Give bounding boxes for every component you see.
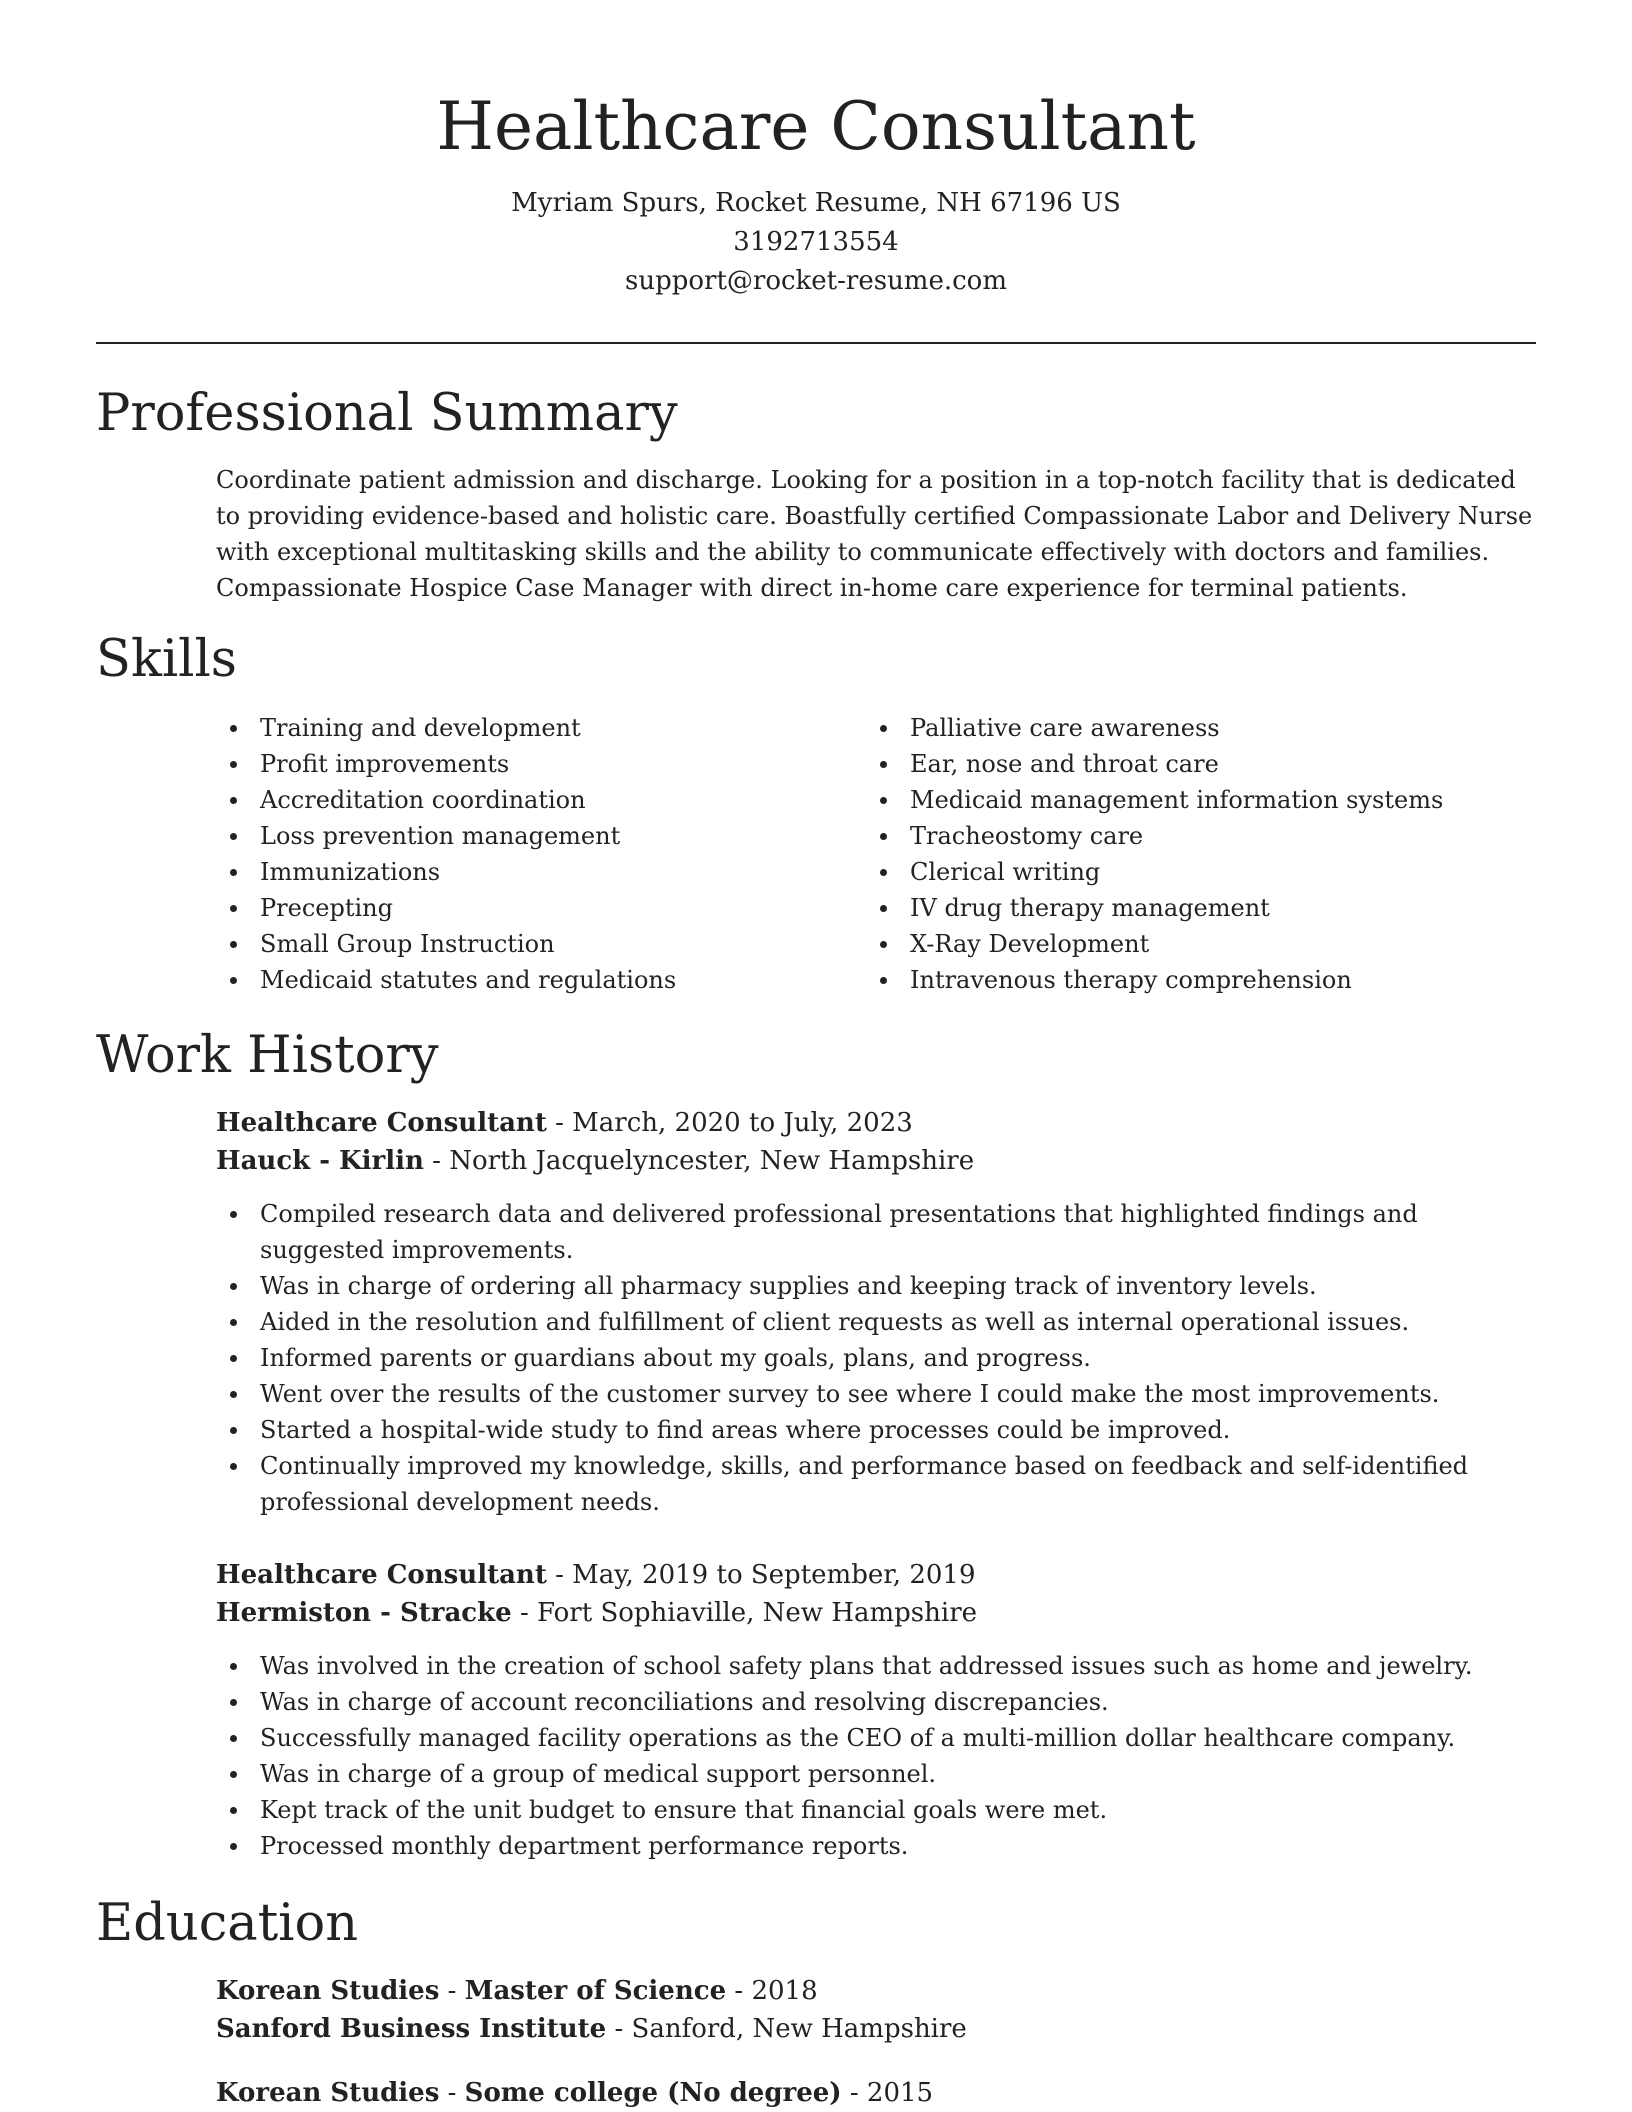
job-location: Fort Sophiaville, New Hampshire [537, 1598, 978, 1628]
skill-item: Precepting [216, 890, 856, 926]
job-bullet: Was involved in the creation of school safety plans that addressed issues such as home and jewelry. [216, 1648, 1536, 1684]
job-bullet: Continually improved my knowledge, skills, and performance based on feedback and self-identified professional development needs. [216, 1448, 1536, 1520]
skill-item: Small Group Instruction [216, 926, 856, 962]
education-location: Sanford, New Hampshire [631, 2014, 967, 2044]
job-bullet: Informed parents or guardians about my goals, plans, and progress. [216, 1340, 1536, 1376]
contact-block [96, 184, 1536, 301]
job-entry [216, 1104, 1536, 1520]
education-degree: Master of Science [464, 1976, 727, 2006]
job-company-line: Hermiston - Stracke - Fort Sophiaville, New Hampshire [216, 1598, 978, 1628]
education-field: Korean Studies [216, 1976, 440, 2006]
skills-list-left [216, 710, 856, 998]
education-degree-line: Korean Studies - Master of Science - 2018 [216, 1976, 818, 2006]
job-bullet: Compiled research data and delivered professional presentations that highlighted findings and suggested improvements. [216, 1196, 1536, 1268]
skills-heading: Skills [96, 630, 237, 689]
job-title-line: Healthcare Consultant - March, 2020 to July, 2023 [216, 1108, 913, 1138]
job-company-line: Hauck - Kirlin - North Jacquelyncester, New Hampshire [216, 1146, 975, 1176]
education-year: 2015 [866, 2078, 934, 2108]
skill-item: Palliative care awareness [866, 710, 1506, 746]
summary-heading: Professional Summary [96, 384, 678, 443]
header-divider [96, 342, 1536, 344]
job-location: North Jacquelyncester, New Hampshire [449, 1146, 975, 1176]
skill-item: Accreditation coordination [216, 782, 856, 818]
contact-phone: 3192713554 [733, 227, 899, 257]
education-entry [216, 2074, 1536, 2112]
skills-list-right [866, 710, 1506, 998]
education-field: Korean Studies [216, 2078, 440, 2108]
skill-item: Tracheostomy care [866, 818, 1506, 854]
job-bullet: Successfully managed facility operations as the CEO of a multi-million dollar healthcare company. [216, 1720, 1536, 1756]
summary-text: Coordinate patient admission and discharge. Looking for a position in a top-notch facility that is dedicated to providing evidence-based and holistic care. Boastfully certified Compassionate Labor and Delivery Nurse with exceptional multitasking skills and the ability to communicate effectively with doctors and families. Compassionate Hospice Case Manager with direct in-home care experience for terminal patients. [216, 466, 1533, 602]
education-degree-line: Korean Studies - Some college (No degree) - 2015 [216, 2078, 934, 2108]
education-school-line: Sanford Business Institute - Sanford, New Hampshire [216, 2014, 967, 2044]
job-bullet: Was in charge of a group of medical support personnel. [216, 1756, 1536, 1792]
job-bullet: Processed monthly department performance reports. [216, 1828, 1536, 1864]
contact-address: Myriam Spurs, Rocket Resume, NH 67196 US [511, 188, 1121, 218]
skill-item: Medicaid management information systems [866, 782, 1506, 818]
skill-item: Profit improvements [216, 746, 856, 782]
skill-item: Training and development [216, 710, 856, 746]
skill-item: Loss prevention management [216, 818, 856, 854]
job-dates: March, 2020 to July, 2023 [572, 1108, 913, 1138]
education-degree: Some college (No degree) [464, 2078, 842, 2108]
skill-item: X-Ray Development [866, 926, 1506, 962]
skill-item: Intravenous therapy comprehension [866, 962, 1506, 998]
education-year: 2018 [751, 1976, 818, 2006]
job-title: Healthcare Consultant [216, 1560, 547, 1590]
skill-item: IV drug therapy management [866, 890, 1506, 926]
education-heading: Education [96, 1894, 359, 1953]
job-bullet: Went over the results of the customer survey to see where I could make the most improvements. [216, 1376, 1536, 1412]
job-title-line: Healthcare Consultant - May, 2019 to September, 2019 [216, 1560, 976, 1590]
job-company: Hermiston - Stracke [216, 1598, 512, 1628]
resume-header [96, 82, 1536, 301]
job-dates: May, 2019 to September, 2019 [572, 1560, 976, 1590]
skill-item: Ear, nose and throat care [866, 746, 1506, 782]
skill-item: Immunizations [216, 854, 856, 890]
job-company: Hauck - Kirlin [216, 1146, 424, 1176]
job-bullet: Started a hospital-wide study to find areas where processes could be improved. [216, 1412, 1536, 1448]
resume-title: Healthcare Consultant [436, 88, 1196, 165]
skill-item: Clerical writing [866, 854, 1506, 890]
job-entry [216, 1556, 1536, 1864]
education-school: Sanford Business Institute [216, 2014, 607, 2044]
job-bullet: Kept track of the unit budget to ensure that financial goals were met. [216, 1792, 1536, 1828]
skill-item: Medicaid statutes and regulations [216, 962, 856, 998]
job-bullet: Was in charge of account reconciliations and resolving discrepancies. [216, 1684, 1536, 1720]
job-bullet: Aided in the resolution and fulfillment of client requests as well as internal operational issues. [216, 1304, 1536, 1340]
work-heading: Work History [96, 1026, 439, 1085]
job-title: Healthcare Consultant [216, 1108, 547, 1138]
contact-email: support@rocket-resume.com [624, 266, 1007, 296]
job-bullets [216, 1196, 1536, 1520]
education-entry [216, 1972, 1536, 2048]
job-bullets [216, 1648, 1536, 1864]
job-bullet: Was in charge of ordering all pharmacy supplies and keeping track of inventory levels. [216, 1268, 1536, 1304]
